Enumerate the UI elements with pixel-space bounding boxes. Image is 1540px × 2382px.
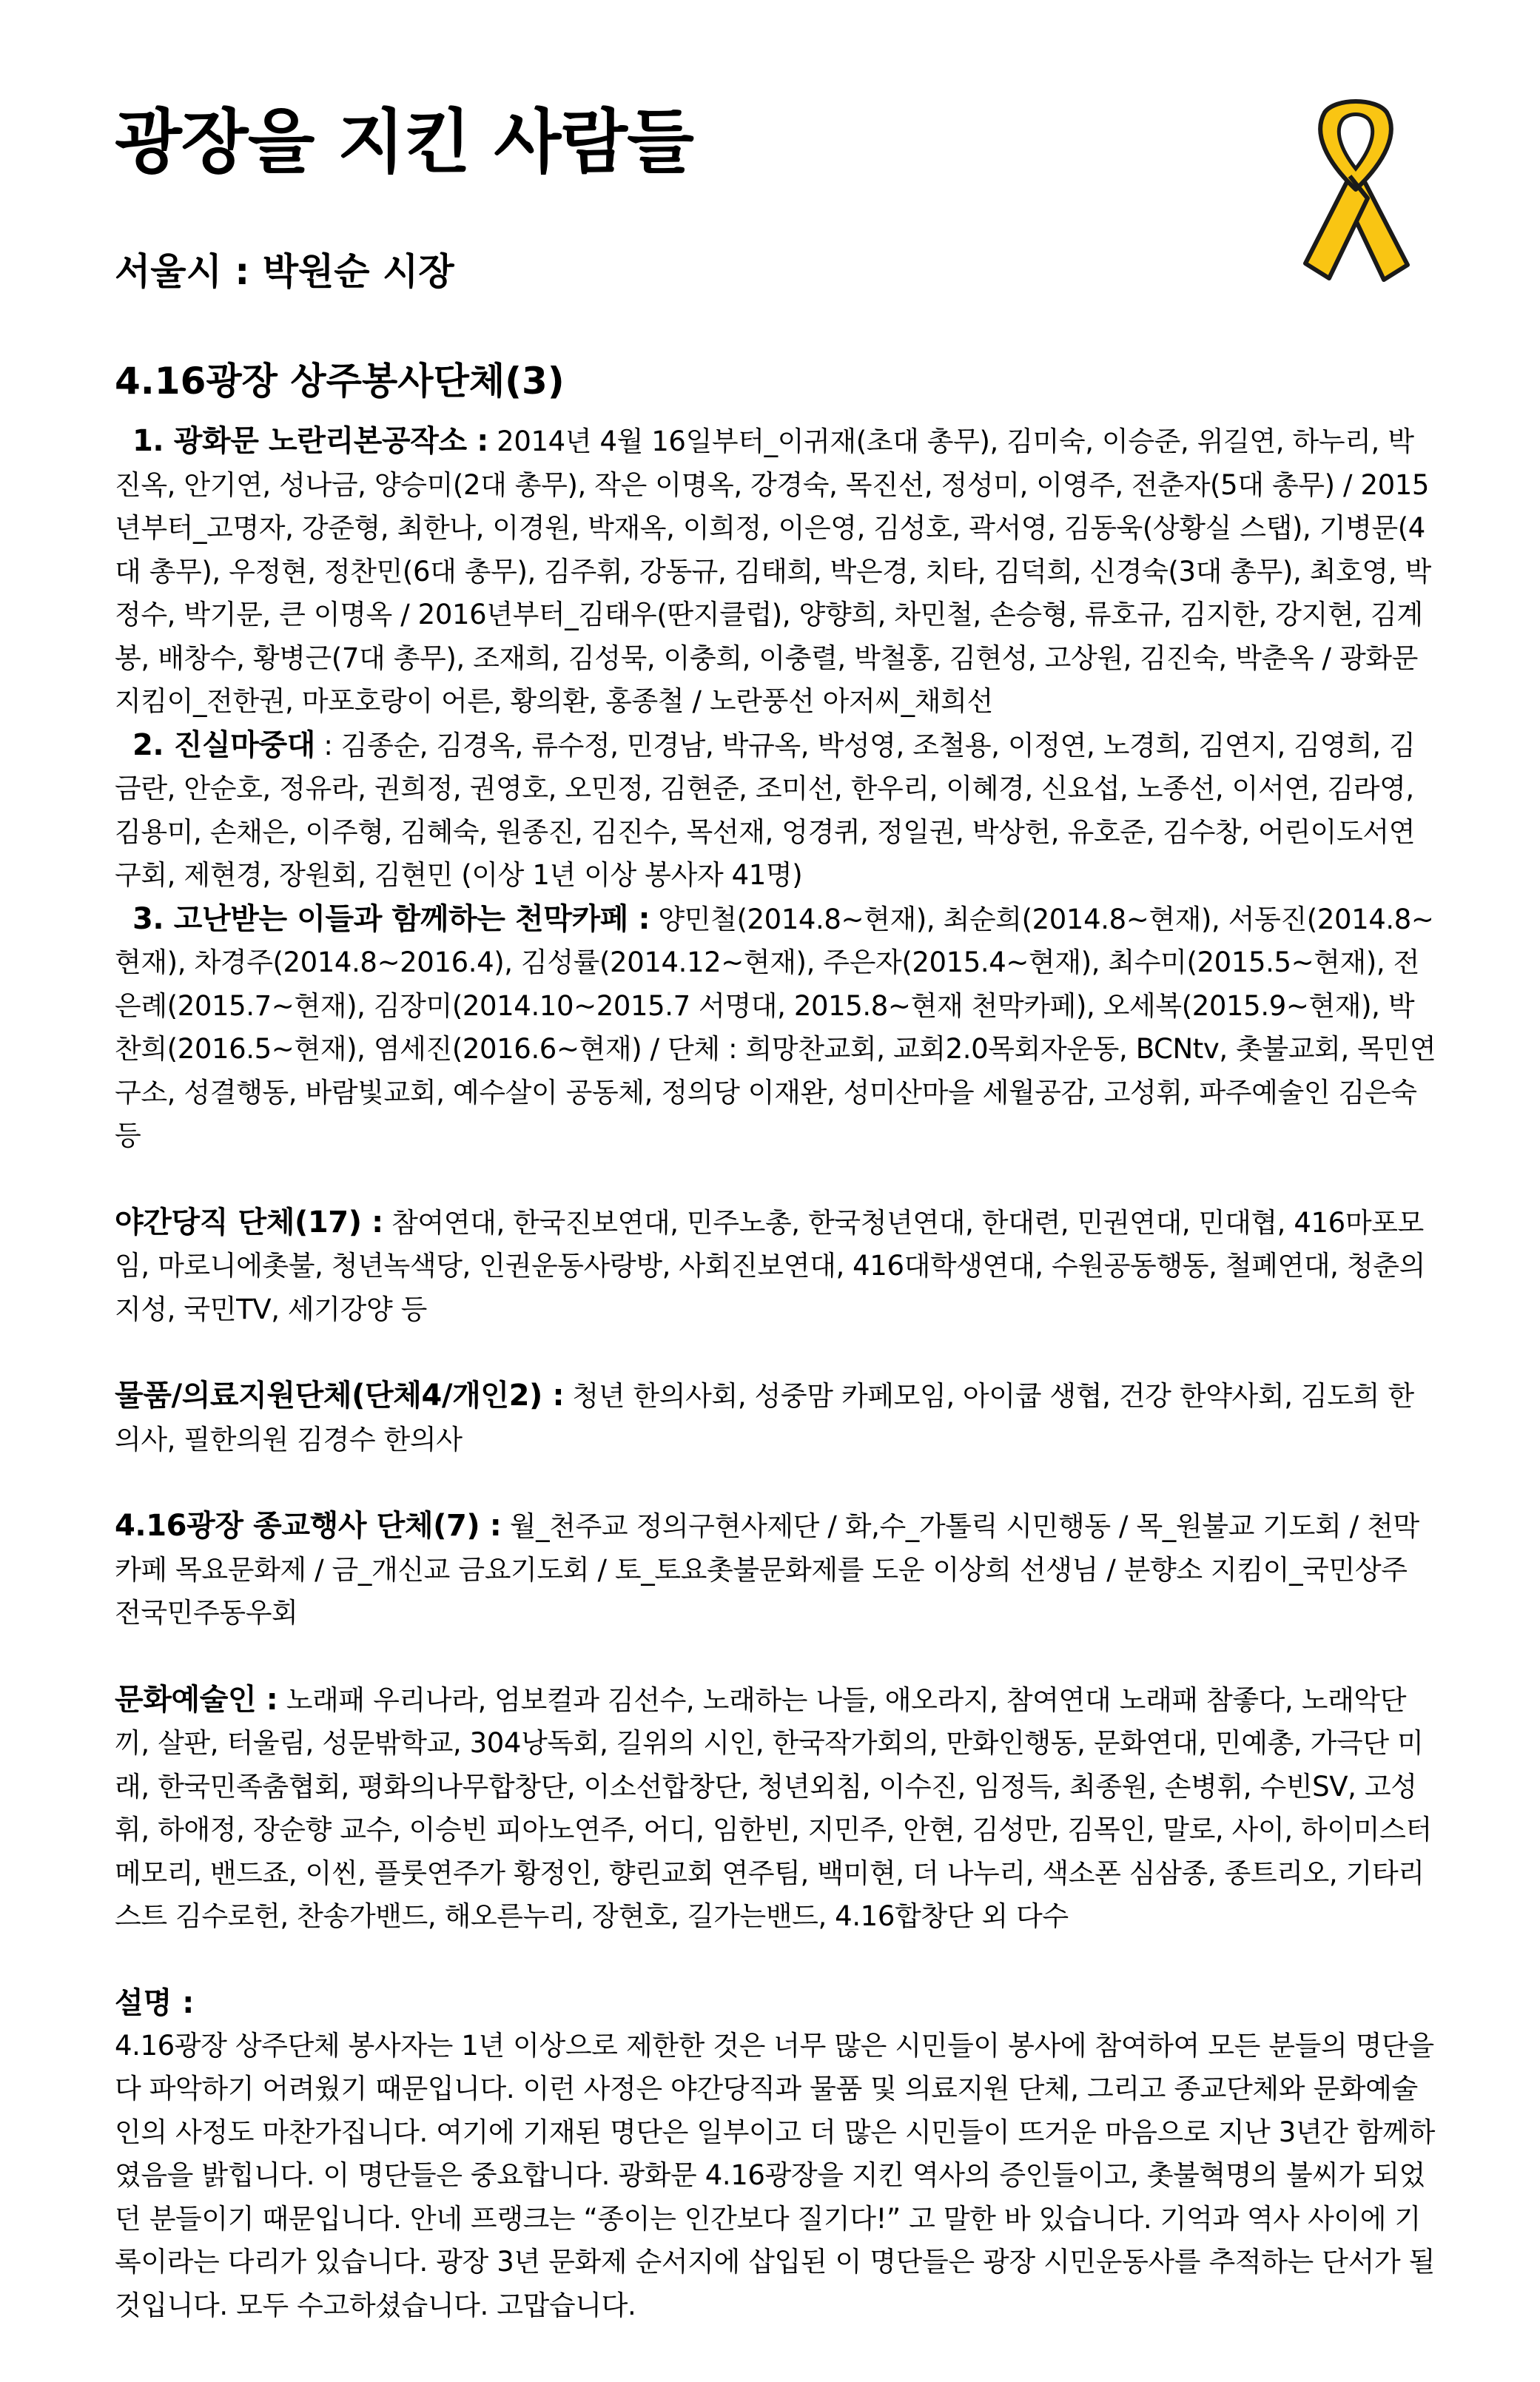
document-page [115,104,1439,2327]
group-label: 야간당직 단체(17) : [115,1205,383,1239]
subtitle: 서울시 : 박원순 시장 [115,250,454,294]
item-text: : 김종순, 김경옥, 류수정, 민경남, 박규옥, 박성영, 조철용, 이정연, 노경희, 김연지, 김영희, 김금란, 안순호, 정유라, 권희정, 권영호, 오민정, 김현준, 조미선, 한우리, 이혜경, 신요섭, 노종선, 이서연, 김라영, 김용미, 손채은, 이주형, 김혜숙, 원종진, 김진수, 목선재, 엉경퀴, 정일권, 박상헌, 유호준, 김수창, 어린이도서연구회, 제현경, 장원회, 김현민 (이상 1년 이상 봉사자 41명) [115,729,1416,892]
item-label: 1. 광화문 노란리본공작소 : [132,424,488,459]
explanation-text: 4.16광장 상주단체 봉사자는 1년 이상으로 제한한 것은 너무 많은 시민들이 봉사에 참여하여 모든 분들의 명단을 다 파악하기 어려웠기 때문입니다. 이런 사정은 야간당직과 물품 및 의료지원 단체, 그리고 종교단체와 문화예술인의 사정도 마찬가집니다. 여기에 기재된 명단은 일부이고 더 많은 시민들이 뜨거운 마음으로 지난 3년간 함께하였음을 밝힙니다. 이 명단들은 중요합니다. 광화문 4.16광장을 지킨 역사의 증인들이고, 촛불혁명의 불씨가 되었던 분들이기 때문입니다. 안네 프랭크는 “종이는 인간보다 질기다!” 고 말한 바 있습니다. 기억과 역사 사이에 기록이라는 다리가 있습니다. 광장 3년 문화제 순서지에 삽입된 이 명단들은 광장 시민운동사를 추적하는 단서가 될 것입니다. 모두 수고하셨습니다. 고맙습니다. [115,2029,1435,2321]
group-label: 문화예술인 : [115,1682,278,1717]
section-title: 4.16광장 상주봉사단체(3) [115,360,565,403]
item-text: 양민철(2014.8~현재), 최순희(2014.8~현재), 서동진(2014.8~현재), 차경주(2014.8~2016.4), 김성률(2014.12~현재), 주은자(2015.4~현재), 최수미(2015.5~현재), 전은례(2015.7~현재), 김장미(2014.10~2015.7 서명대, 2015.8~현재 천막카페), 오세복(2015.9~현재), 박찬희(2016.5~현재), 염세진(2016.6~현재) / 단체 : 희망찬교회, 교회2.0목회자운동, BCNtv, 촛불교회, 목민연구소, 성결행동, 바람빛교회, 예수살이 공동체, 정의당 이재완, 성미산마을 세월공감, 고성휘, 파주예술인 김은숙 등 [115,903,1436,1152]
group-text: 노래패 우리나라, 엄보컬과 김선수, 노래하는 나들, 애오라지, 참여연대 노래패 참좋다, 노래악단 끼, 살판, 터울림, 성문밖학교, 304낭독회, 길위의 시인, 한국작가회의, 만화인행동, 문화연대, 민예총, 가극단 미래, 한국민족춤협회, 평화의나무합창단, 이소선합창단, 청년외침, 이수진, 임정득, 최종원, 손병휘, 수빈SV, 고성휘, 하애정, 장순향 교수, 이승빈 피아노연주, 어디, 임한빈, 지민주, 안현, 김성만, 김목인, 말로, 사이, 하이미스터메모리, 밴드죠, 이씬, 플룻연주가 황정인, 향린교회 연주팀, 백미현, 더 나누리, 색소폰 심삼종, 종트리오, 기타리스트 김수로헌, 찬송가밴드, 해오른누리, 장현호, 길가는밴드, 4.16합창단 외 다수 [115,1683,1432,1933]
list-item [115,724,1439,898]
item-text: 2014년 4월 16일부터_이귀재(초대 총무), 김미숙, 이승준, 위길연, 하누리, 박진옥, 안기연, 성나금, 양승미(2대 총무), 작은 이명옥, 강경숙, 목진선, 정성미, 이영주, 전춘자(5대 총무) / 2015년부터_고명자, 강준형, 최한나, 이경원, 박재옥, 이희정, 이은영, 김성호, 곽서영, 김동욱(상황실 스탭), 기병문(4대 총무), 우정현, 정찬민(6대 총무), 김주휘, 강동규, 김태희, 박은경, 치타, 김덕희, 신경숙(3대 총무), 최호영, 박정수, 박기문, 큰 이명옥 / 2016년부터_김태우(딴지클럽), 양향희, 차민철, 손승형, 류호규, 김지한, 강지현, 김계봉, 배창수, 황병근(7대 총무), 조재희, 김성묵, 이충희, 이충렬, 박철홍, 김현성, 고상원, 김진숙, 박춘옥 / 광화문지킴이_전한권, 마포호랑이 어른, 황의환, 홍종철 / 노란풍선 아저씨_채희선 [115,425,1431,718]
group-artists [115,1678,1439,1939]
group-text: 월_천주교 정의구현사제단 / 화,수_가톨릭 시민행동 / 목_원불교 기도회 / 천막카페 목요문화제 / 금_개신교 금요기도회 / 토_토요촛불문화제를 도운 이상희 선생님 / 분향소 지킴이_국민상주 전국민주동우회 [115,1510,1419,1629]
page-title: 광장을 지킨 사람들 [115,102,693,183]
item-label: 2. 진실마중대 [132,727,315,762]
group-text: 참여연대, 한국진보연대, 민주노총, 한국청년연대, 한대련, 민권연대, 민대협, 416마포모임, 마로니에촛불, 청년녹색당, 인권운동사랑방, 사회진보연대, 416대학생연대, 수원공동행동, 철폐연대, 청춘의지성, 국민TV, 세기강양 등 [115,1206,1425,1325]
group-text: 청년 한의사회, 성중맘 카페모임, 아이쿱 생협, 건강 한약사회, 김도희 한의사, 필한의원 김경수 한의사 [115,1380,1414,1456]
group-supplies-medical [115,1374,1439,1461]
item-label: 3. 고난받는 이들과 함께하는 천막카페 : [132,901,650,936]
group-religious [115,1504,1439,1635]
group-night-duty [115,1201,1439,1332]
explanation-heading: 설명 : [115,1985,195,2020]
list-item [115,420,1439,724]
list-item [115,898,1439,1158]
group-label: 4.16광장 종교행사 단체(7) : [115,1509,502,1544]
group-label: 물품/의료지원단체(단체4/개인2) : [115,1379,565,1413]
